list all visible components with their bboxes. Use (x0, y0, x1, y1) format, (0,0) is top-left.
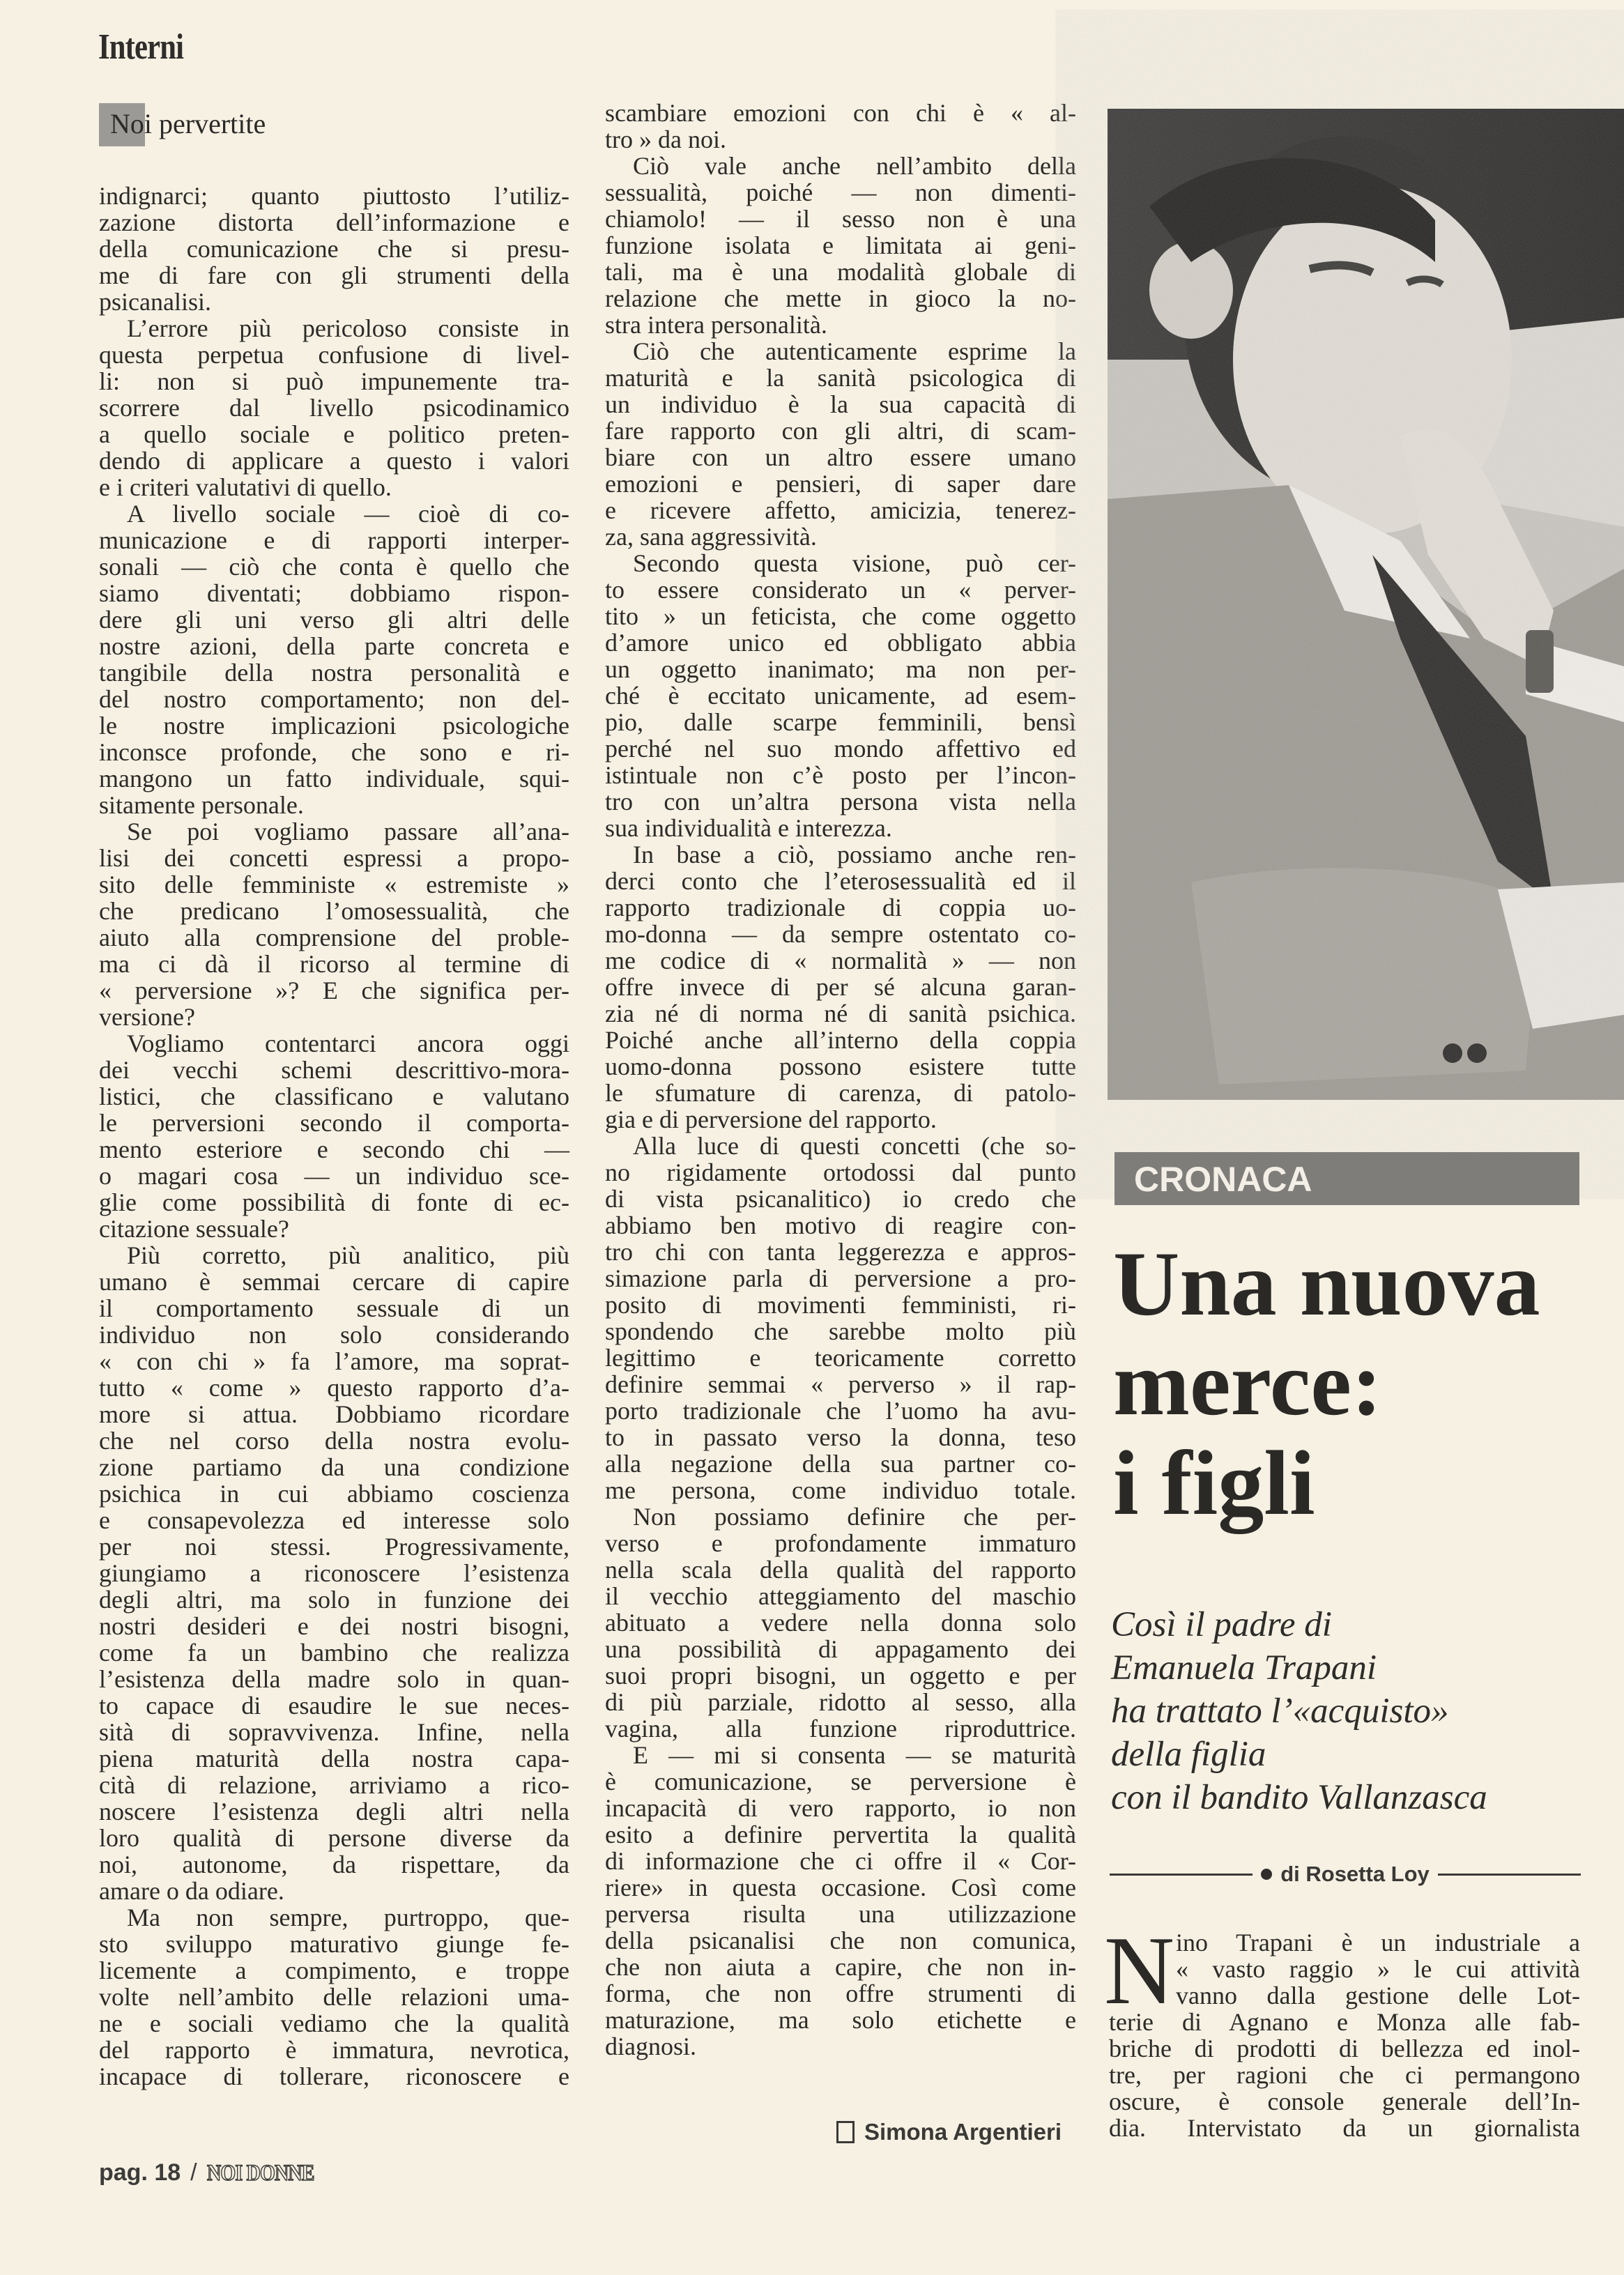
text-line: del rapporto è immatura, nevrotica, (99, 2036, 569, 2064)
text-line: E — mi si consenta — se maturità (633, 1741, 1076, 1769)
text-line: « con chi » fa l’amore, ma soprat- (99, 1347, 569, 1375)
text-line: ino Trapani è un industriale a (1176, 1929, 1580, 1956)
text-line: umano è semmai cercare di capire (99, 1268, 569, 1296)
text-line: le nostre implicazioni psicologiche (99, 712, 569, 740)
byline-rule-right (1438, 1874, 1581, 1876)
text-line: oscure, è console generale dell’In- (1109, 2088, 1580, 2115)
text-line: amare o da odiare. (99, 1877, 284, 1905)
subhead-line: Così il padre di (1111, 1605, 1332, 1644)
footer-separator: / (190, 2159, 197, 2186)
text-line: zia né di norma né di sanità psichica. (605, 999, 1076, 1027)
text-line: tre, per ragioni che ci permangono (1109, 2061, 1580, 2089)
text-line: vagina, alla funzione riproduttrice. (605, 1715, 1076, 1742)
text-line: dere gli uni verso gli altri delle (99, 606, 569, 634)
text-line: derci conto che l’eterosessualità ed il (605, 867, 1076, 895)
text-line: indignarci; quanto piuttosto l’utiliz- (99, 182, 569, 210)
text-line: spondendo che sarebbe molto più (605, 1317, 1076, 1345)
text-line: sessualità, poiché — non dimenti- (605, 178, 1076, 206)
text-line: citazione sessuale? (99, 1215, 289, 1243)
text-line: me codice di « normalità » — non (605, 947, 1076, 974)
text-line: chiamolo! — il sesso non è una (605, 205, 1076, 233)
text-line: l’esistenza della madre solo in quan- (99, 1665, 569, 1693)
text-line: listici, che classificano e valutano (99, 1082, 569, 1110)
text-line: sitamente personale. (99, 791, 304, 819)
kicker-title: Noi pervertite (110, 108, 266, 139)
text-line: glie come possibilità di fonte di ec- (99, 1188, 569, 1216)
text-line: le sfumature di carenza, di patolo- (605, 1079, 1076, 1107)
text-line: alla negazione della sua partner co- (605, 1450, 1076, 1478)
category-label: CRONACA (1134, 1160, 1312, 1199)
text-line: psicanalisi. (99, 288, 211, 316)
author-name: Simona Argentieri (864, 2119, 1062, 2145)
text-line: vanno dalla gestione delle Lot- (1176, 1982, 1580, 2009)
text-line: Ma non sempre, purtroppo, que- (127, 1904, 569, 1931)
text-line: simazione parla di perversione a pro- (605, 1264, 1076, 1292)
text-line: ma ci dà il ricorso al termine di (99, 950, 569, 978)
text-line: e ricevere affetto, amicizia, tenerez- (605, 496, 1076, 524)
text-line: volte nell’ambito delle relazioni uma- (99, 1983, 569, 2011)
text-line: di vista psicanalitico) io credo che (605, 1185, 1076, 1213)
text-line: abituato a vedere nella donna solo (605, 1609, 1076, 1637)
text-line: ché è eccitato unicamente, ad esem- (605, 682, 1076, 710)
text-line: tutto « come » questo rapporto d’a- (99, 1374, 569, 1402)
portrait-photo-image (1108, 109, 1624, 1100)
text-line: pio, dalle scarpe femminili, bensì (605, 708, 1076, 736)
article-right-column (1109, 1929, 1580, 2141)
text-line: sito delle femministe « estremiste » (99, 871, 569, 898)
text-line: il comportamento sessuale di un (99, 1294, 569, 1322)
text-line: le perversioni secondo il comporta- (99, 1109, 569, 1137)
text-line: forma, che non offre strumenti di (605, 1979, 1076, 2007)
text-line: questa perpetua confusione di livel- (99, 341, 569, 369)
category-bar (1114, 1152, 1579, 1205)
text-line: more si attua. Dobbiamo ricordare (99, 1400, 569, 1428)
text-line: biare con un altro essere umano (605, 443, 1076, 471)
text-line: perché nel suo mondo affettivo ed (605, 735, 1076, 763)
text-line: to in passato verso la donna, teso (605, 1423, 1076, 1451)
text-line: maturazione, ma solo etichette e (605, 2006, 1076, 2034)
text-line: che nel corso della nostra evolu- (99, 1427, 569, 1455)
article-photo (1108, 109, 1624, 1100)
text-line: loro qualità di persone diverse da (99, 1824, 569, 1852)
text-line: zione partiamo da una condizione (99, 1453, 569, 1481)
text-line: Ciò che autenticamente esprime la (633, 337, 1076, 365)
page-number: pag. 18 (99, 2159, 181, 2186)
text-line: aiuto alla comprensione del proble- (99, 924, 569, 951)
text-line: porto tradizionale che l’uomo ha avu- (605, 1397, 1076, 1425)
text-line: degli altri, ma solo in funzione dei (99, 1586, 569, 1614)
text-line: un oggetto inanimato; ma non per- (605, 655, 1076, 683)
text-line: Secondo questa visione, può cer- (633, 549, 1076, 577)
text-line: o magari cosa — un individuo sce- (99, 1162, 569, 1190)
magazine-logo: NOI DONNE (206, 2161, 314, 2186)
text-line: cità di relazione, arriviamo a rico- (99, 1771, 569, 1799)
text-line: incapacità di vero rapporto, io non (605, 1794, 1076, 1822)
text-line: dia. Intervistato da un giornalista (1109, 2114, 1580, 2142)
subhead-line: con il bandito Vallanzasca (1111, 1778, 1487, 1817)
text-line: tro chi con tanta leggerezza e appros- (605, 1238, 1076, 1266)
text-line: « vasto raggio » le cui attività (1176, 1955, 1580, 1983)
headline-line: i figli (1113, 1432, 1315, 1534)
text-line: Vogliamo contentarci ancora oggi (127, 1029, 569, 1057)
article-middle-column (605, 100, 1076, 2060)
square-outline-icon (836, 2121, 855, 2143)
text-line: incapace di tollerare, riconoscere e (99, 2062, 569, 2090)
text-line: Alla luce di questi concetti (che so- (633, 1132, 1076, 1160)
text-line: di più parziale, ridotto al sesso, alla (605, 1688, 1076, 1716)
page-footer (99, 2159, 332, 2186)
text-line: d’amore unico ed obbligato abbia (605, 629, 1076, 657)
text-line: sonali — ciò che conta è quello che (99, 553, 569, 581)
text-line: definire semmai « perverso » il rap- (605, 1370, 1076, 1398)
text-line: nostri desideri e dei nostri bisogni, (99, 1612, 569, 1640)
text-line: versione? (99, 1003, 195, 1031)
text-line: della comunicazione che si presu- (99, 235, 569, 263)
text-line: scambiare emozioni con chi è « al- (605, 99, 1076, 127)
byline (1110, 1859, 1581, 1890)
text-line: licemente a compimento, e troppe (99, 1956, 569, 1984)
text-line: piena maturità della nostra capa- (99, 1745, 569, 1772)
text-line: della psicanalisi che non comunica, (605, 1927, 1076, 1954)
byline-rule-left (1110, 1874, 1253, 1876)
text-line: uomo-donna possono esistere tutte (605, 1052, 1076, 1080)
text-line: sto sviluppo maturativo giunge fe- (99, 1930, 569, 1958)
text-line: psichica in cui abbiamo coscienza (99, 1480, 569, 1508)
text-line: Non possiamo definire che per- (633, 1503, 1076, 1531)
text-line: emozioni e pensieri, di saper dare (605, 470, 1076, 498)
text-line: fare rapporto con gli altri, di scam- (605, 417, 1076, 445)
section-label: Interni (98, 27, 184, 67)
text-line: ne e sociali vediamo che la qualità (99, 2009, 569, 2037)
text-line: In base a ciò, possiamo anche ren- (633, 841, 1076, 868)
text-line: « perversione »? E che significa per- (99, 976, 569, 1004)
text-line: noscere l’esistenza degli altri nella (99, 1798, 569, 1825)
headline (1113, 1234, 1615, 1533)
text-line: terie di Agnano e Monza alle fab- (1109, 2008, 1580, 2036)
text-line: una possibilità di appagamento dei (605, 1635, 1076, 1663)
text-line: come fa un bambino che realizza (99, 1639, 569, 1667)
text-line: e i criteri valutativi di quello. (99, 473, 392, 501)
text-line: nella scala della qualità del rapporto (605, 1556, 1076, 1584)
text-line: mangono un fatto individuale, squi- (99, 765, 569, 792)
text-line: maturità e la sanità psicologica di (605, 364, 1076, 392)
text-line: dei vecchi schemi descrittivo-mora- (99, 1056, 569, 1084)
dropcap: N (1104, 1917, 1175, 2025)
article-left-column (99, 183, 569, 2090)
text-line: gia e di perversione del rapporto. (605, 1105, 937, 1133)
text-line: tito » un feticista, che come oggetto (605, 602, 1076, 630)
text-line: A livello sociale — cioè di co- (127, 500, 569, 528)
text-line: posito di movimenti femministi, ri- (605, 1291, 1076, 1319)
text-line: to capace di esaudire le sue neces- (99, 1692, 569, 1719)
text-line: stra intera personalità. (605, 311, 827, 339)
text-line: il vecchio atteggiamento del maschio (605, 1582, 1076, 1610)
text-line: riere» in questa occasione. Così come (605, 1874, 1076, 1901)
headline-line: Una nuova (1113, 1232, 1540, 1335)
text-line: municazione e di rapporti interper- (99, 526, 569, 554)
bullet-dot-icon (1261, 1869, 1272, 1880)
text-line: mo-donna — da sempre ostentato co- (605, 920, 1076, 948)
text-line: me persona, come individuo totale. (605, 1476, 1076, 1504)
text-line: funzione isolata e limitata ai geni- (605, 231, 1076, 259)
text-line: offre invece di per sé alcuna garan- (605, 973, 1076, 1001)
text-line: perversa risulta una utilizzazione (605, 1900, 1076, 1928)
text-line: tangibile della nostra personalità e (99, 659, 569, 687)
text-line: tro » da noi. (605, 125, 726, 153)
text-line: rapporto tradizionale di coppia uo- (605, 894, 1076, 921)
text-line: a quello sociale e politico preten- (99, 420, 569, 448)
author-signature (836, 2119, 1062, 2145)
text-line: za, sana aggressività. (605, 523, 817, 551)
subheadline (1111, 1603, 1599, 1819)
text-line: individuo non solo considerando (99, 1321, 569, 1349)
text-line: me di fare con gli strumenti della (99, 261, 569, 289)
text-line: sua individualità e interezza. (605, 814, 892, 842)
text-line: siamo diventati; dobbiamo rispon- (99, 579, 569, 607)
text-line: diagnosi. (605, 2032, 696, 2060)
text-line: per noi stessi. Progressivamente, (99, 1533, 569, 1561)
text-line: mento esteriore e secondo chi — (99, 1135, 569, 1163)
text-line: relazione che mette in gioco la no- (605, 284, 1076, 312)
text-line: Più corretto, più analitico, più (127, 1241, 569, 1269)
text-line: Ciò vale anche nell’ambito della (633, 152, 1076, 180)
text-line: che predicano l’omosessualità, che (99, 897, 569, 925)
text-line: esito a definire pervertita la qualità (605, 1821, 1076, 1848)
text-line: nostre azioni, della parte concreta e (99, 632, 569, 660)
text-line: scorrere dal livello psicodinamico (99, 394, 569, 422)
text-line: no rigidamente ortodossi dal punto (605, 1158, 1076, 1186)
text-line: tro con un’altra persona vista nella (605, 788, 1076, 815)
text-line: lisi dei concetti espressi a propo- (99, 844, 569, 872)
text-line: noi, autonome, da rispettare, da (99, 1851, 569, 1878)
subhead-line: Emanuela Trapani (1111, 1648, 1377, 1687)
text-line: briche di prodotti di bellezza ed inol- (1109, 2035, 1580, 2062)
subhead-line: ha trattato l’«acquisto» (1111, 1692, 1449, 1731)
text-line: abbiamo ben motivo di reagire con- (605, 1211, 1076, 1239)
text-line: zazione distorta dell’informazione e (99, 208, 569, 236)
text-line: che non aiuta a capire, che non in- (605, 1953, 1076, 1981)
text-line: giungiamo a riconoscere l’esistenza (99, 1559, 569, 1587)
text-line: suoi propri bisogni, un oggetto e per (605, 1662, 1076, 1690)
text-line: inconsce profonde, che sono e ri- (99, 738, 569, 766)
text-line: di informazione che ci offre il « Cor- (605, 1847, 1076, 1875)
text-line: verso e profondamente immaturo (605, 1529, 1076, 1557)
text-line: Se poi vogliamo passare all’ana- (127, 818, 569, 845)
text-line: del nostro comportamento; non del- (99, 685, 569, 713)
text-line: legittimo e teoricamente corretto (605, 1344, 1076, 1372)
text-line: e consapevolezza ed interesse solo (99, 1506, 569, 1534)
headline-line: merce: (1113, 1332, 1382, 1434)
text-line: sità di sopravvivenza. Infine, nella (99, 1718, 569, 1746)
text-line: un individuo è la sua capacità di (605, 390, 1076, 418)
text-line: to essere considerato un « perver- (605, 576, 1076, 604)
subhead-line: della figlia (1111, 1735, 1266, 1774)
byline-author: di Rosetta Loy (1280, 1862, 1430, 1886)
text-line: li: non si può impunemente tra- (99, 367, 569, 395)
text-line: L’errore più pericoloso consiste in (127, 314, 569, 342)
text-line: è comunicazione, se perversione è (605, 1768, 1076, 1795)
text-line: istintuale non c’è posto per l’incon- (605, 761, 1076, 789)
text-line: dendo di applicare a questo i valori (99, 447, 569, 475)
text-line: tali, ma è una modalità globale di (605, 258, 1076, 286)
text-line: Poiché anche all’interno della coppia (605, 1026, 1076, 1054)
